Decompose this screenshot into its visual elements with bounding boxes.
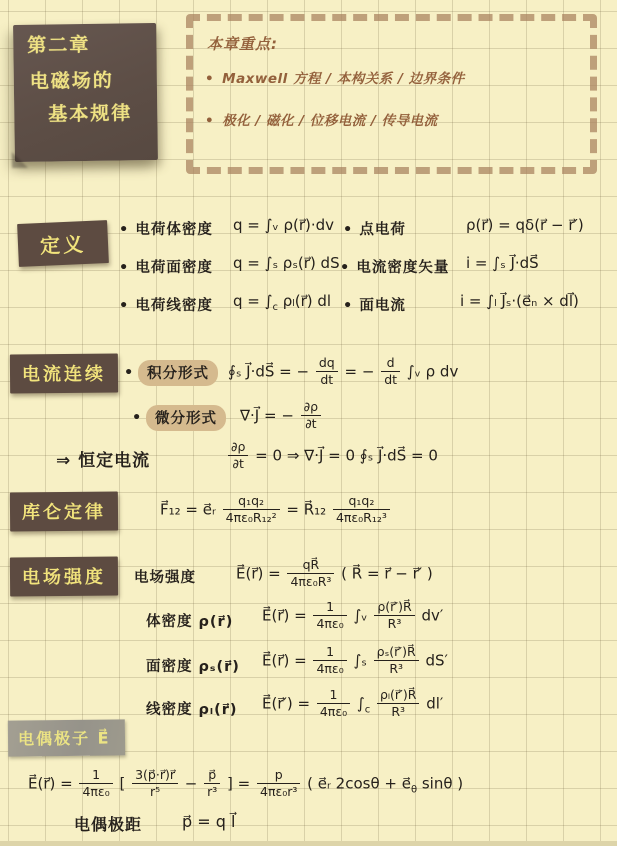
sticky-note-line: 电磁场的 [29, 69, 115, 93]
bullet-icon: • [132, 410, 143, 426]
formula-efield-point: E⃗(r⃗) = $\frac{qR⃗}{\text{4πε₀R³}}$ ( R⃗ = r⃗ − r⃗′ ) [236, 557, 433, 590]
section-header-continuity: 电流连续 [10, 354, 118, 394]
formula-coulomb-law: F⃗₁₂ = e⃗ᵣ $\frac{\text{q₁q₂}}{\text{4πε₀R₁₂²}}$ = R⃗₁₂ $\frac{\text{q₁q₂}}{\text{4πε₀R₁₂³}}$ [160, 494, 392, 526]
definition-label: • 点电荷 [343, 222, 406, 238]
integral-form-highlight [138, 360, 218, 386]
differential-form-label: 微分形式 [146, 405, 226, 431]
definition-label: • 面电流 [343, 298, 406, 314]
formula-surface-current: i = ∫ₗ J⃗ₛ·(e⃗ₙ × dl⃗) [460, 292, 579, 310]
key-points-bullet-text: 极化 / 磁化 / 位移电流 / 传导电流 [222, 113, 438, 129]
bullet-icon: • [205, 113, 215, 129]
definition-label: • 电流密度矢量 [340, 260, 450, 276]
formula-dipole-field: E⃗(r⃗) = $\frac{1}{\text{4πε₀}}$ [ $\frac{3(p⃗\cdot r⃗)r⃗}{\text{r⁵}}$ − $\frac{p⃗}{\text{r³}}$ ] = $\frac{p}{\text{4πε₀r³}}$ ( e⃗ᵣ $2\cos\theta + e⃗_\theta$ sinθ ) [28, 767, 464, 800]
formula-continuity-integral: ∮ₛ J⃗·dS⃗ = − $\frac{dq}{dt}$ = − $\frac{d}{dt}$ ∫ᵥ ρ dv [228, 355, 459, 388]
key-points-bullet [205, 109, 438, 129]
section-header-coulomb: 库仑定律 [10, 492, 118, 532]
key-points-title: 本章重点: [207, 35, 278, 53]
formula-efield-line: E⃗(r⃗′) = $\frac{1}{\text{4πε₀}}$ $\int_c$ $\frac{\text{ρₗ(r⃗′)R⃗}}{\text{R³}}$ dl′ [262, 687, 444, 720]
bullet-icon: • [205, 71, 215, 87]
formula-charge-line-density: $q = \int_c$ ρₗ(r⃗) dl [233, 292, 332, 313]
integral-form-label: 积分形式 [138, 360, 218, 386]
formula-charge-volume-density: q = ∫ᵥ ρ(r⃗)·dv [233, 216, 335, 234]
sticky-note-fold [12, 152, 28, 168]
efield-row-label: 电场强度 [134, 570, 196, 586]
definition-label: • 电荷面密度 [119, 260, 213, 276]
steady-current-label: ⇒ 恒定电流 [56, 451, 151, 471]
key-points-bullet [205, 67, 465, 87]
sticky-note-line: 基本规律 [48, 102, 133, 126]
section-header-definitions: 定义 [17, 220, 109, 267]
sticky-note-line: 第二章 [27, 33, 91, 57]
formula-steady-current: $\frac{\partial\rho}{\partial t}$ = 0 ⇒ ∇·J⃗ = 0 ∮ₛ J⃗·dS⃗ = 0 [226, 440, 438, 472]
formula-point-charge: ρ(r⃗) = qδ(r⃗ − r⃗′) [466, 216, 584, 234]
formula-charge-surface-density: q = ∫ₛ ρₛ(r⃗) dS [233, 254, 340, 272]
page-bottom-edge [0, 841, 617, 846]
definition-label: • 电荷体密度 [119, 222, 213, 238]
bullet-icon: • [124, 365, 135, 381]
formula-continuity-differential: ∇·J⃗ = − $\frac{\partial\rho}{\partial t}$ [240, 400, 323, 432]
dipole-moment-label: 电偶极距 [74, 815, 143, 834]
sticky-note[interactable] [13, 23, 158, 162]
differential-form-highlight [146, 405, 226, 431]
efield-row-label: 线密度 ρₗ(r⃗) [146, 702, 238, 718]
efield-row-label: 面密度 ρₛ(r⃗) [146, 659, 240, 675]
formula-dipole-moment: p⃗ = q l⃗ [182, 812, 236, 831]
efield-row-label: 体密度 ρ(r⃗) [146, 614, 234, 630]
formula-current-density-vector: i = ∫ₛ J⃗·dS⃗ [466, 254, 539, 272]
key-points-box [186, 14, 597, 174]
formula-efield-volume: E⃗(r⃗) = $\frac{1}{\text{4πε₀}}$ ∫ᵥ $\frac{\rho(r⃗')R⃗}{\text{R³}}$ dv′ [262, 599, 444, 632]
definition-label: • 电荷线密度 [119, 298, 213, 314]
section-header-efield: 电场强度 [10, 557, 118, 597]
formula-efield-surface: E⃗(r⃗) = $\frac{1}{\text{4πε₀}}$ ∫ₛ $\frac{\text{ρₛ(r⃗′)R⃗}}{\text{R³}}$ dS′ [262, 644, 448, 677]
section-header-dipole: 电偶极子 E⃗ [8, 719, 125, 756]
key-points-bullet-text: Maxwell 方程 / 本构关系 / 边界条件 [222, 71, 465, 87]
